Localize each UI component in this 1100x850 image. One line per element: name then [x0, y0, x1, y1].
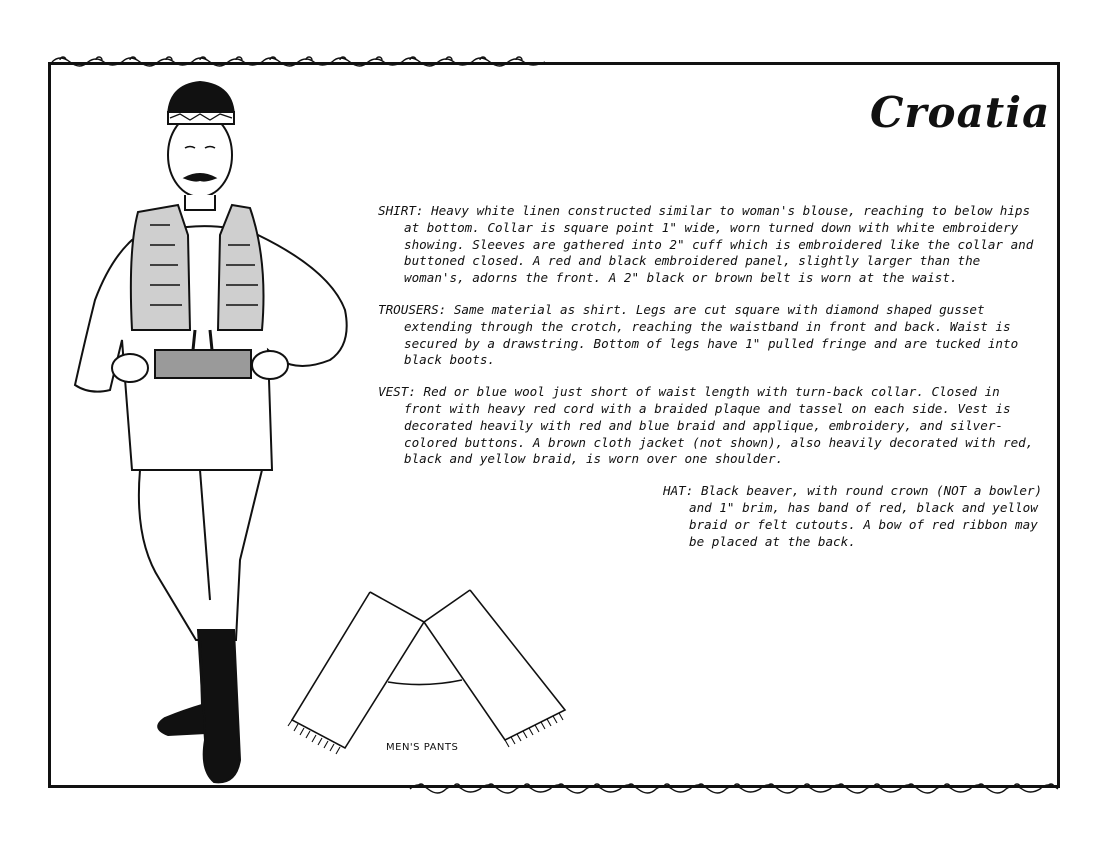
shirt-label: SHIRT:	[378, 203, 424, 218]
page-title: Croatia	[870, 88, 1051, 137]
hat-label: HAT:	[663, 483, 694, 499]
mens-pants-pattern-drawing	[288, 590, 565, 754]
shirt-text: Heavy white linen constructed similar to woman's blouse, reaching to below hips at bottom. Collar is square point 1" wide, worn turned down with white embroidery showing. Sleeves are gathered into 2" cuff which is embroidered like the collar and buttoned closed. A red and black embroidered panel, slightly larger than the woman's, adorns the front. A 2" black or brown belt is worn at the waist.	[404, 203, 1034, 286]
trousers-label: TROUSERS:	[378, 301, 447, 317]
belt-drawing	[155, 350, 251, 378]
vest-drawing	[131, 205, 190, 330]
costume-description	[378, 203, 1043, 565]
hat-text: Black beaver, with round crown (NOT a bowler) and 1" brim, has band of red, black and yellow braid or felt cutouts. A bow of red ribbon may be placed at the back.	[689, 483, 1043, 549]
trousers-paragraph	[378, 302, 1043, 369]
shirt-paragraph	[378, 203, 1043, 287]
top-ornament-border	[52, 57, 545, 66]
vest-paragraph	[378, 384, 1043, 468]
trousers-drawing	[139, 470, 262, 640]
bottom-ornament-border	[410, 784, 1058, 793]
man-figure-illustration	[75, 82, 347, 782]
face-drawing	[168, 113, 232, 197]
hat-paragraph	[663, 483, 1043, 550]
mens-pants-label: MEN'S PANTS	[386, 742, 459, 753]
trousers-text: Same material as shirt. Legs are cut square with diamond shaped gusset extending through the crotch, reaching the waistband in front and back. Waist is secured by a drawstring. Bottom of legs have 1" pulled fringe and are tucked into black boots.	[404, 301, 1019, 368]
vest-label: VEST:	[378, 384, 416, 400]
vest-text: Red or blue wool just short of waist length with turn-back collar. Closed in front with heavy red cord with a braided plaque and tassel on each side. Vest is decorated heavily with red and blue braid and applique, embroidery, and silver-colored buttons. A brown cloth jacket (not shown), also heavily decorated with red, black and yellow braid, is worn over one shoulder.	[404, 384, 1034, 467]
